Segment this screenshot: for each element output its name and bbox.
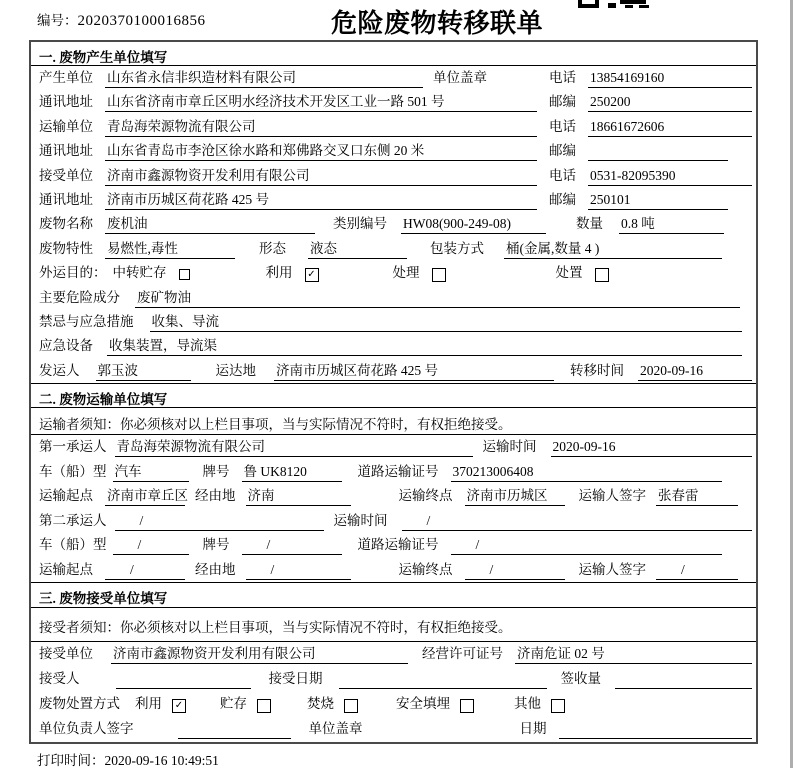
time1-label: 运输时间 <box>482 439 537 455</box>
accept-date-value <box>339 669 547 689</box>
disposal-storage-checkbox <box>257 699 271 713</box>
origin1-value: 济南市章丘区 ​ <box>105 486 185 506</box>
row-address2 <box>31 139 756 163</box>
disposal-label: 废物处置方式 <box>39 696 120 712</box>
row-transporter <box>31 115 756 139</box>
serial-label: 编号： <box>37 13 78 28</box>
time2-value: / ​ <box>402 511 753 531</box>
hazard-label: 主要危险成分 <box>39 289 120 305</box>
vehicle1-label: 车（船）型 <box>39 463 107 479</box>
row-vehicle2 <box>31 533 756 558</box>
disposal-other-checkbox <box>551 699 565 713</box>
origin2-label: 运输起点 <box>39 561 93 577</box>
time2-label: 运输时间 <box>333 512 388 528</box>
section2-body <box>31 435 756 582</box>
address3-value: 济南市历城区荷花路 425 号 ​ <box>105 190 537 210</box>
manager-sign-value <box>178 719 291 739</box>
phone2-value: 18661672606 ​ <box>588 117 752 137</box>
destination-label: 运达地 <box>215 362 256 378</box>
purpose-treat-label: 处理 <box>392 265 420 281</box>
row-route2 <box>31 558 756 583</box>
section3-notice-label: 接受者须知： <box>39 620 120 636</box>
transporter-label: 运输单位 <box>39 118 93 134</box>
row-sender <box>31 359 756 383</box>
phone1-label: 电话 <box>549 70 576 85</box>
terminus2-label: 运输终点 <box>398 561 453 577</box>
plate2-label: 牌号 <box>202 537 230 553</box>
vehicle1-value: 汽车 ​ <box>113 462 189 482</box>
license-value: 济南危证 02 号 ​ <box>515 644 752 664</box>
disposal-utilize-checkbox: ✓ <box>172 699 186 713</box>
row-recipient <box>31 667 756 692</box>
receiver-label: 接受单位 <box>39 167 93 183</box>
plate1-value: 鲁 UK8120 ​ <box>242 462 342 482</box>
manifest-table <box>29 40 758 744</box>
carrier1-value: 青岛海荣源物流有限公司 ​ <box>115 437 473 457</box>
purpose-dispose-label: 处置 <box>555 265 583 281</box>
manager-sign-label: 单位负责人签字 <box>39 721 134 737</box>
accept-unit-value: 济南市鑫源物资开发利用有限公司 ​ <box>111 644 408 664</box>
amount-value <box>615 669 752 689</box>
transfer-time-label: 转移时间 <box>570 362 624 378</box>
recipient-value <box>116 669 251 689</box>
disposal-storage-label: 贮存 <box>220 696 247 712</box>
quantity-label: 数量 <box>576 216 603 232</box>
carrier1-label: 第一承运人 <box>39 439 107 455</box>
plate1-label: 牌号 <box>202 463 230 479</box>
print-time-value: 2020-09-16 10:49:51 <box>104 753 219 768</box>
waste-name-label: 废物名称 <box>39 216 93 232</box>
origin2-value: / ​ <box>105 560 185 580</box>
category-value: HW08(900-249-08) ​ <box>401 214 546 234</box>
row-equipment <box>31 334 756 358</box>
zip3-value: 250101 ​ <box>588 190 728 210</box>
category-label: 类别编号 <box>333 216 387 232</box>
section1-body <box>31 66 756 383</box>
disposal-landfill-label: 安全填埋 <box>396 696 450 712</box>
unit-seal-label: 单位盖章 <box>433 70 487 85</box>
form-value: 液态 ​ <box>308 239 407 259</box>
row-purpose <box>31 261 756 285</box>
via2-value: / ​ <box>246 560 351 580</box>
row-waste-name <box>31 212 756 236</box>
receiver-value: 济南市鑫源物资开发利用有限公司 ​ <box>105 166 537 186</box>
row-route1 <box>31 484 756 509</box>
producer-label: 产生单位 <box>39 70 93 85</box>
disposal-utilize-label: 利用 <box>135 696 162 712</box>
transporter-value: 青岛海荣源物流有限公司 ​ <box>105 117 537 137</box>
row-address1 <box>31 90 756 114</box>
row-accept-unit <box>31 642 756 667</box>
disposal-incinerate-label: 焚烧 <box>307 696 334 712</box>
print-time-line <box>37 749 219 768</box>
address2-value: 山东省青岛市李沧区徐水路和郑佛路交叉口东侧 20 米 ​ <box>105 141 537 161</box>
accept-date-label: 接受日期 <box>268 671 323 687</box>
quantity-value: 0.8 吨 ​ <box>619 214 724 234</box>
purpose-label: 外运目的： <box>39 265 107 281</box>
row-hazard <box>31 286 756 310</box>
emergency-value: 收集、导流 ​ <box>150 312 743 332</box>
unit-seal2-label: 单位盖章 <box>308 721 363 737</box>
serial-number-line <box>37 9 206 30</box>
phone2-label: 电话 <box>549 118 576 134</box>
serial-number: 2020370100016856 <box>77 13 206 29</box>
recipient-label: 接受人 <box>39 671 80 687</box>
signature2-value: / ​ <box>656 560 738 580</box>
permit1-label: 道路运输证号 <box>357 463 439 479</box>
emergency-label: 禁忌与应急措施 <box>39 313 134 329</box>
transfer-time-value: 2020-09-16 ​ <box>638 361 752 381</box>
origin1-label: 运输起点 <box>39 488 93 504</box>
terminus1-value: 济南市历城区 ​ <box>465 486 565 506</box>
section3-notice <box>31 608 756 642</box>
sender-label: 发运人 <box>39 362 80 378</box>
via1-label: 经由地 <box>195 488 236 504</box>
destination-value: 济南市历城区荷花路 425 号 ​ <box>274 361 554 381</box>
phone3-label: 电话 <box>549 167 576 183</box>
row-carrier2 <box>31 509 756 534</box>
purpose-utilize-checkbox: ✓ <box>305 268 319 282</box>
via1-value: 济南 ​ <box>246 486 351 506</box>
trait-value: 易燃性,毒性 ​ <box>105 239 235 259</box>
section2-notice <box>31 408 756 435</box>
signature2-label: 运输人签字 <box>578 561 646 577</box>
section2-notice-label: 运输者须知： <box>39 417 120 433</box>
packing-value: 桶(金属,数量 4 ) ​ <box>504 239 722 259</box>
plate2-value: / ​ <box>242 535 342 555</box>
vehicle2-value: / ​ <box>113 535 189 555</box>
permit2-label: 道路运输证号 <box>357 537 439 553</box>
terminus1-label: 运输终点 <box>398 488 453 504</box>
via2-label: 经由地 <box>195 561 236 577</box>
date-value <box>559 719 753 739</box>
zip2-value <box>588 141 728 161</box>
carrier2-label: 第二承运人 <box>39 512 107 528</box>
sender-value: 郭玉波 ​ <box>96 361 191 381</box>
trait-label: 废物特性 <box>39 240 93 256</box>
zip1-label: 邮编 <box>549 94 576 110</box>
phone1-value: 13854169160 ​ <box>588 68 752 88</box>
qr-code-fragment <box>578 0 652 9</box>
disposal-other-label: 其他 <box>514 696 541 712</box>
row-carrier1 <box>31 435 756 460</box>
purpose-utilize-label: 利用 <box>265 265 293 281</box>
zip3-label: 邮编 <box>549 191 576 207</box>
address3-label: 通讯地址 <box>39 191 93 207</box>
waste-name-value: 废机油 ​ <box>105 214 315 234</box>
equipment-label: 应急设备 <box>39 338 93 354</box>
page-title: 危险废物转移联单 <box>330 9 544 38</box>
amount-label: 签收量 <box>560 671 601 687</box>
address1-value: 山东省济南市章丘区明水经济技术开发区工业一路 501 号 ​ <box>105 92 537 112</box>
producer-value: 山东省永信非织造材料有限公司 ​ <box>105 68 423 88</box>
address2-label: 通讯地址 <box>39 143 93 159</box>
time1-value: 2020-09-16 ​ <box>551 437 753 457</box>
permit1-value: 370213006408 ​ <box>451 462 723 482</box>
purpose-transfer-storage-label: 中转贮存 <box>112 265 167 281</box>
zip1-value: 250200 ​ <box>588 92 752 112</box>
purpose-dispose-checkbox <box>595 268 609 282</box>
section1-header: 一. 废物产生单位填写 <box>31 42 756 66</box>
packing-label: 包装方式 <box>430 240 484 256</box>
row-producer <box>31 66 756 90</box>
disposal-incinerate-checkbox <box>344 699 358 713</box>
section3-notice-text: 你必须核对以上栏目事项，当与实际情况不符时，有权拒绝接受。 <box>120 620 512 636</box>
equipment-value: 收集装置，导流渠 ​ <box>107 336 742 356</box>
address1-label: 通讯地址 <box>39 94 93 110</box>
terminus2-value: / ​ <box>465 560 565 580</box>
license-label: 经营许可证号 <box>422 646 503 662</box>
row-manager <box>31 717 756 742</box>
row-waste-trait <box>31 237 756 261</box>
section3-header: 三. 废物接受单位填写 <box>31 582 756 608</box>
permit2-value: / ​ <box>451 535 723 555</box>
row-address3 <box>31 188 756 212</box>
section2-notice-text: 你必须核对以上栏目事项，当与实际情况不符时，有权拒绝接受。 <box>120 417 512 433</box>
row-disposal <box>31 692 756 717</box>
phone3-value: 0531-82095390 ​ <box>588 166 752 186</box>
date-label: 日期 <box>519 721 547 737</box>
row-emergency <box>31 310 756 334</box>
vehicle2-label: 车（船）型 <box>39 537 107 553</box>
section3-body <box>31 642 756 742</box>
hazard-value: 废矿物油 ​ <box>135 288 740 308</box>
zip2-label: 邮编 <box>549 143 576 159</box>
signature1-label: 运输人签字 <box>578 488 646 504</box>
row-vehicle1 <box>31 460 756 485</box>
purpose-treat-checkbox <box>432 268 446 282</box>
form-label: 形态 <box>259 240 286 256</box>
accept-unit-label: 接受单位 <box>39 646 93 662</box>
row-receiver <box>31 164 756 188</box>
signature1-value: 张春雷 ​ <box>656 486 738 506</box>
carrier2-value: / ​ <box>115 511 324 531</box>
page-right-edge <box>790 0 793 768</box>
section2-header: 二. 废物运输单位填写 <box>31 383 756 408</box>
disposal-landfill-checkbox <box>460 699 474 713</box>
purpose-transfer-storage-checkbox <box>179 269 190 280</box>
print-time-label: 打印时间： <box>37 753 105 768</box>
